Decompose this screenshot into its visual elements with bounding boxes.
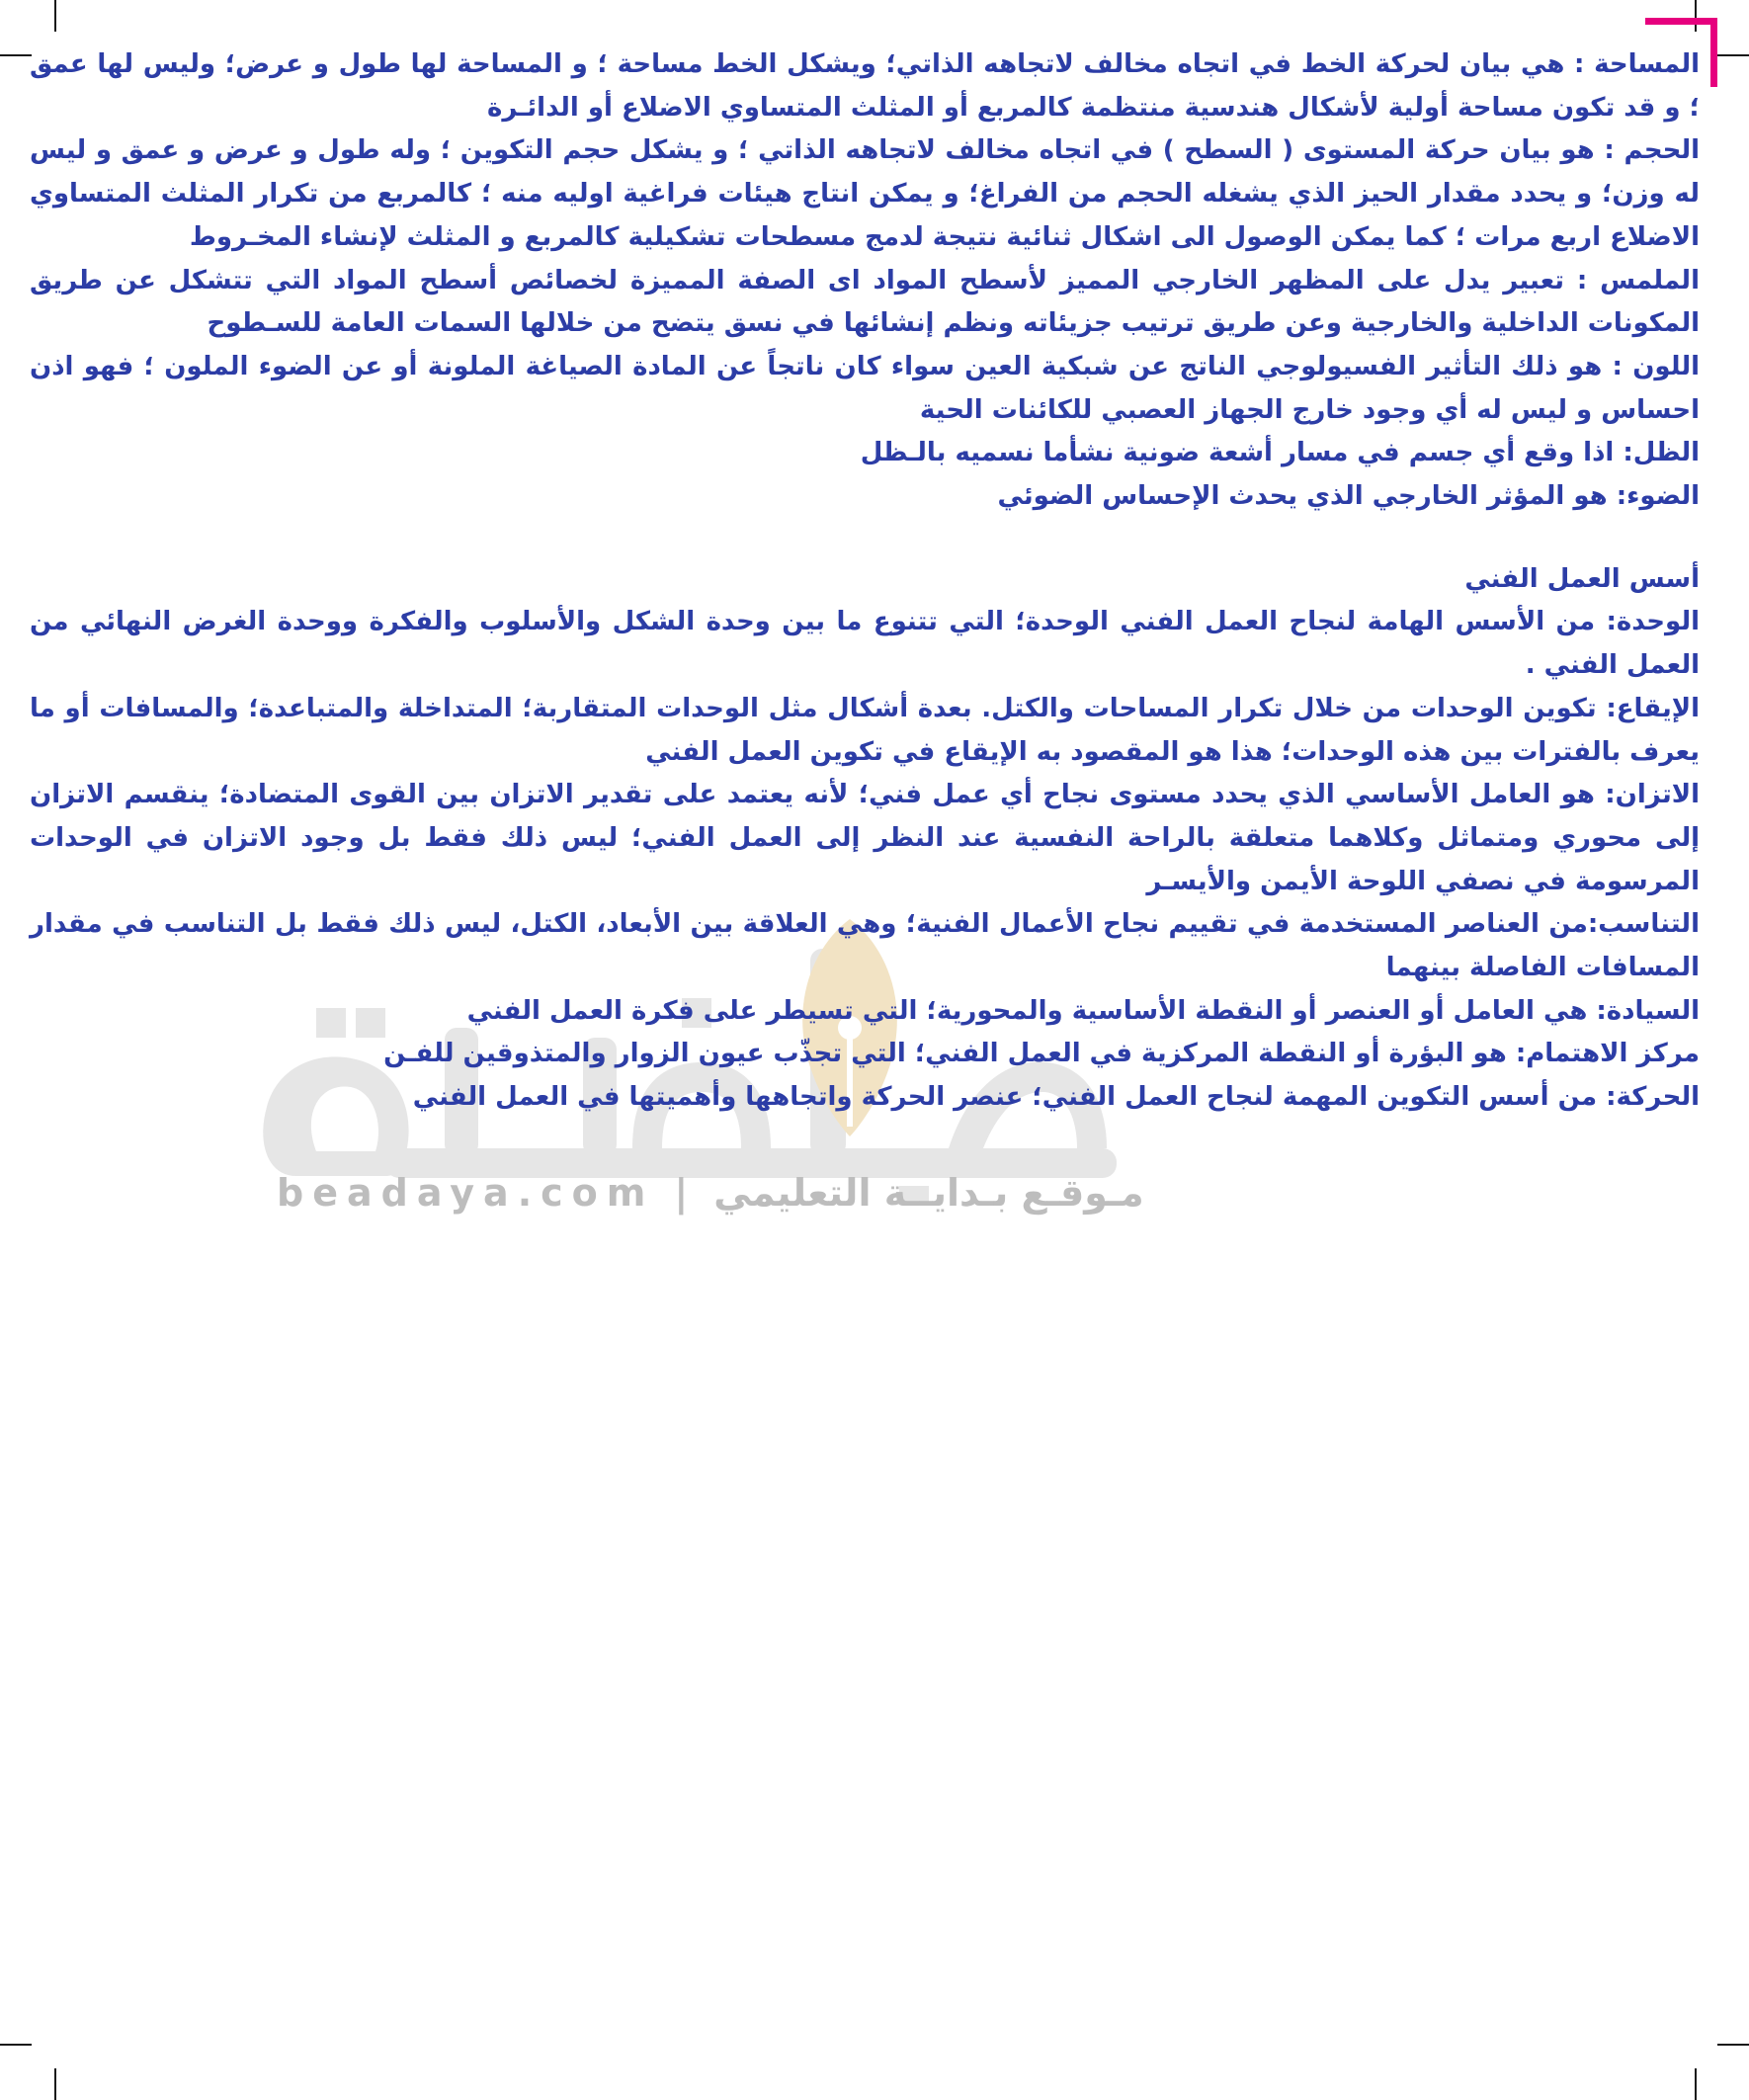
- crop-mark-top-right-horizontal: [1717, 54, 1749, 56]
- document-body: [30, 43, 1700, 1120]
- paragraph-movement: الحركة: من أسس التكوين المهمة لنجاح العمل الفني؛ عنصر الحركة واتجاهها وأهميتها في العمل الفني: [412, 1082, 1700, 1113]
- crop-mark-top-left-vertical: [54, 0, 56, 32]
- paragraph-volume: الحجم : هو بيان حركة المستوى ( السطح ) في اتجاه مخالف لاتجاهه الذاتي ؛ و يشكل حجم التكوين ؛ وله طول و عرض و عمق و ليس له وزن؛ و يحدد مقدار الحيز الذي يشغله الحجم من الفراغ؛ و يمكن انتاج هيئات فراغية اوليه منه ؛ كالمربع من تكرار المثلث المتساوي الاضلاع اربع مرات ؛ كما يمكن الوصول الى اشكال ثنائية نتيجة لدمج مسطحات تشكيلية كالمربع و المثلث لإنشاء المخـروط: [30, 135, 1700, 252]
- paragraph-proportion: التناسب:من العناصر المستخدمة في تقييم نجاح الأعمال الفنية؛ وهي العلاقة بين الأبعاد، الكتل، ليس ذلك فقط بل التناسب في مقدار المسافات الفاصلة بينهما: [30, 909, 1700, 983]
- paragraph-light: الضوء: هو المؤثر الخارجي الذي يحدث الإحساس الضوئي: [997, 481, 1700, 512]
- paragraph-dominance: السيادة: هي العامل أو العنصر أو النقطة الأساسية والمحورية؛ التي تسيطر على فكرة العمل الفني: [466, 995, 1700, 1026]
- watermark-site: beadaya.com: [277, 1171, 655, 1215]
- watermark-caption: [277, 1171, 1144, 1215]
- crop-mark-top-right-vertical: [1695, 0, 1697, 32]
- crop-mark-bottom-right-vertical: [1695, 2068, 1697, 2100]
- paragraph-color: اللون : هو ذلك التأثير الفسيولوجي الناتج عن شبكية العين سواء كان ناتجاً عن المادة الصياغة الملونة أو عن الضوء الملون ؛ فهو اذن احساس و ليس له أي وجود خارج الجهاز العصبي للكائنات الحية: [30, 351, 1700, 425]
- pink-corner-horizontal: [1645, 18, 1717, 25]
- section-gap: [30, 519, 1700, 558]
- pink-corner-vertical: [1710, 18, 1717, 87]
- paragraph-focal-point: مركز الاهتمام: هو البؤرة أو النقطة المركزية في العمل الفني؛ التي تجذّب عيون الزوار والمتذوقين للفـن: [383, 1039, 1700, 1069]
- paragraph-rhythm: الإيقاع: تكوين الوحدات من خلال تكرار المساحات والكتل. بعدة أشكال مثل الوحدات المتقاربة؛ المتداخلة والمتباعدة؛ والمسافات أو ما يعرف بالفترات بين هذه الوحدات؛ هذا هو المقصود به الإيقاع في تكوين العمل الفني: [30, 693, 1700, 767]
- paragraph-area: المساحة : هي بيان لحركة الخط في اتجاه مخالف لاتجاهه الذاتي؛ ويشكل الخط مساحة ؛ و المساحة لها طول و عرض؛ وليس لها عمق ؛ و قد تكون مساحة أولية لأشكال هندسية منتظمة كالمربع أو المثلث المتساوي الاضلاع أو الدائـرة: [30, 49, 1700, 123]
- crop-mark-top-left-horizontal: [0, 54, 32, 56]
- watermark-caption-arabic: مـوقـع بـدايــة التعليمي: [713, 1171, 1144, 1215]
- crop-mark-bottom-left-horizontal: [0, 2044, 32, 2046]
- paragraph-shadow: الظل: اذا وقع أي جسم في مسار أشعة ضونية نشأما نسميه بالـظل: [860, 438, 1700, 468]
- crop-mark-bottom-left-vertical: [54, 2068, 56, 2100]
- watermark-separator: |: [674, 1171, 695, 1215]
- crop-mark-bottom-right-horizontal: [1717, 2044, 1749, 2046]
- paragraph-unity: الوحدة: من الأسس الهامة لنجاح العمل الفني الوحدة؛ التي تتنوع ما بين وحدة الشكل والأسلوب والفكرة ووحدة الغرض النهائي من العمل الفني .: [30, 607, 1700, 681]
- paragraph-texture: الملمس : تعبير يدل على المظهر الخارجي المميز لأسطح المواد اى الصفة المميزة لخصائص أسطح المواد التي تتشكل عن طريق المكونات الداخلية والخارجية وعن طريق ترتيب جزيئاته ونظم إنشائها في نسق يتضح من خلالها السمات العامة للسـطوح: [30, 265, 1700, 339]
- section-title-foundations: أسس العمل الفني: [1464, 563, 1700, 594]
- paragraph-balance: الاتزان: هو العامل الأساسي الذي يحدد مستوى نجاح أي عمل فني؛ لأنه يعتمد على تقدير الاتزان بين القوى المتضادة؛ ينقسم الاتزان إلى محوري ومتماثل وكلاهما متعلقة بالراحة النفسية عند النظر إلى العمل الفني؛ ليس ذلك فقط بل وجود الاتزان في الوحدات المرسومة في نصفي اللوحة الأيمن والأيسـر: [30, 780, 1700, 896]
